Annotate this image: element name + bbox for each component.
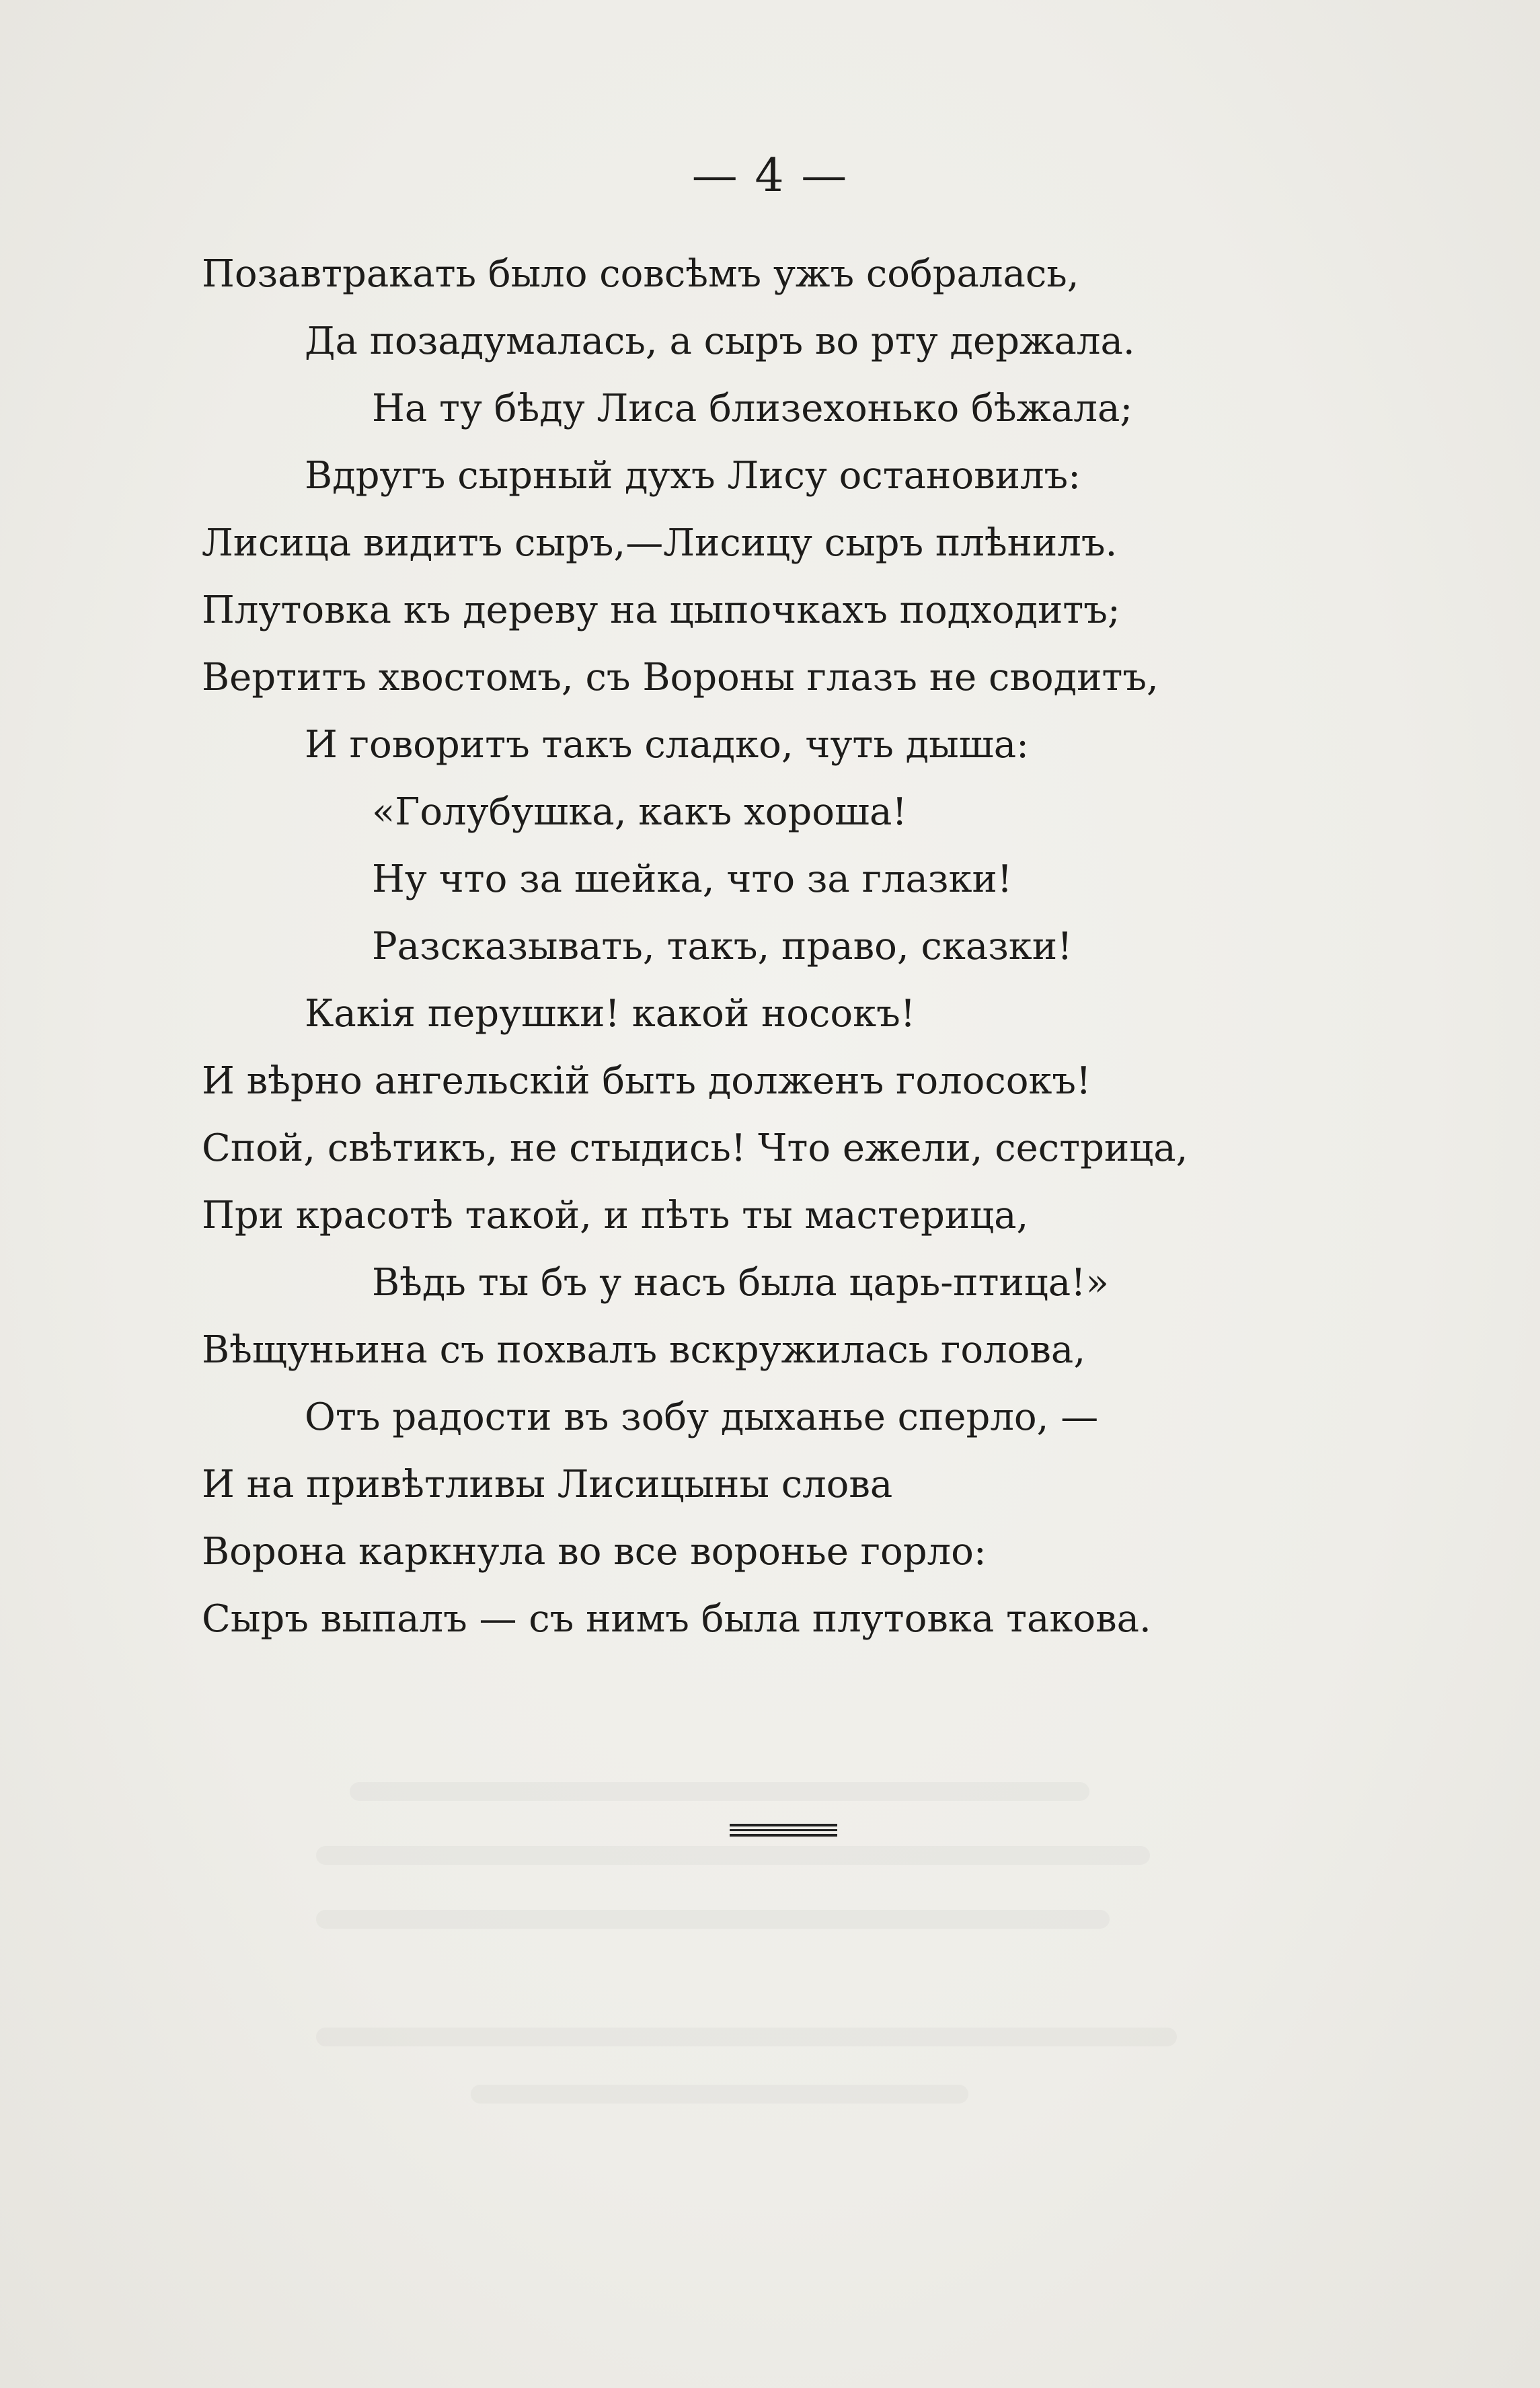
poem-line: Сыръ выпалъ — съ нимъ была плутовка такова. [202, 1597, 1151, 1641]
page-number: — 4 — [691, 149, 849, 202]
poem-line: Ворона каркнула во все воронье горло: [202, 1530, 987, 1574]
poem-line: Позавтракать было совсѣмъ ужъ собралась, [202, 252, 1079, 296]
poem-line: И на привѣтливы Лисицыны слова [202, 1463, 893, 1506]
poem-line: Спой, свѣтикъ, не стыдись! Что ежели, сестрица, [202, 1126, 1188, 1170]
poem-line: И говоритъ такъ сладко, чуть дыша: [305, 723, 1030, 767]
poem-line: Лисица видитъ сыръ,—Лисицу сыръ плѣнилъ. [202, 521, 1118, 565]
ornamental-rule [730, 1824, 837, 1837]
poem-line: Разсказывать, такъ, право, сказки! [372, 925, 1073, 968]
poem-line: Какія перушки! какой носокъ! [305, 992, 916, 1036]
poem-line: Вѣщуньина съ похвалъ вскружилась голова, [202, 1328, 1086, 1372]
poem-line: «Голубушка, какъ хороша! [372, 790, 907, 834]
poem-line: Да позадумалась, а сыръ во рту держала. [305, 319, 1135, 363]
poem-line: Ну что за шейка, что за глазки! [372, 857, 1013, 901]
poem-line: При красотѣ такой, и пѣть ты мастерица, [202, 1194, 1029, 1237]
poem-line: На ту бѣду Лиса близехонько бѣжала; [372, 387, 1133, 430]
poem-line: Плутовка къ дереву на цыпочкахъ подходитъ; [202, 588, 1120, 632]
poem-line: Вѣдь ты бъ у насъ была царь-птица!» [372, 1261, 1109, 1305]
poem-line: Вертитъ хвостомъ, съ Вороны глазъ не сводитъ, [202, 656, 1159, 699]
poem-line: Вдругъ сырный духъ Лису остановилъ: [305, 454, 1081, 498]
poem-line: Отъ радости въ зобу дыханье сперло, — [305, 1395, 1099, 1439]
poem-line: И вѣрно ангельскій быть долженъ голосокъ! [202, 1059, 1091, 1103]
